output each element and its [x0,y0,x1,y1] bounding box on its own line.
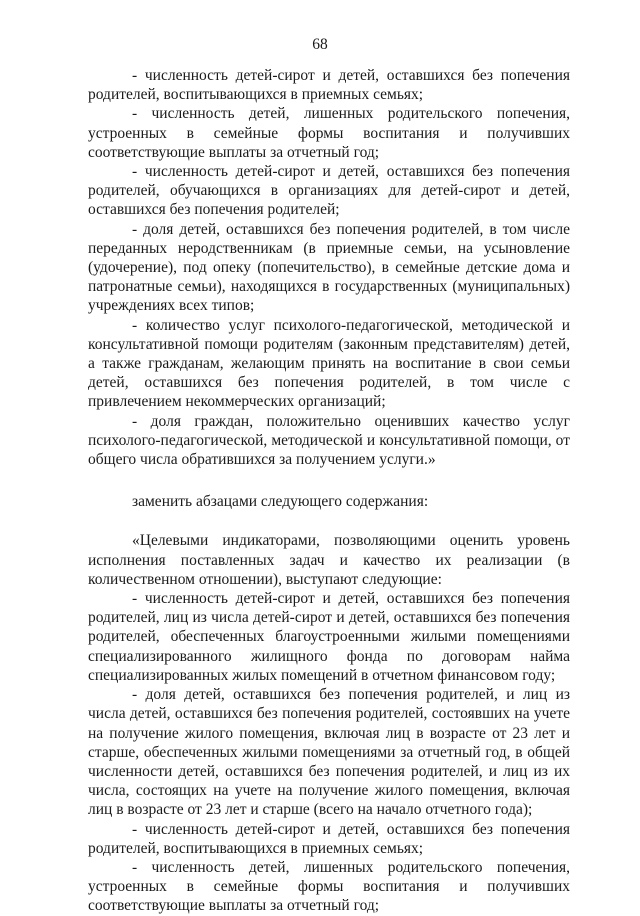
paragraph-old-1: - численность детей-сирот и детей, оставшихся без попечения родителей, воспитывающихся в приемных семьях; [88,67,570,104]
spacer [88,469,570,492]
paragraph-old-5: - количество услуг психолого-педагогической, методической и консультативной помощи родителям (законным представителям) детей, а также гражданам, желающим принять на воспитание в свои семьи детей, оставшихся без попечения родителей, в том числе с привлечением некоммерческих организаций; [88,316,570,411]
page-number: 68 [312,36,328,53]
paragraph-new-4: - численность детей-сирот и детей, оставшихся без попечения родителей, воспитывающихся в приемных семьях; [88,820,570,857]
paragraph-new-1: «Целевыми индикаторами, позволяющими оценить уровень исполнения поставленных задач и качество их реализации (в количественном отношении), выступают следующие: [88,532,570,588]
paragraph-new-3: - доля детей, оставшихся без попечения родителей, и лиц из числа детей, оставшихся без попечения родителей, состоявших на учете на получение жилого помещения, включая лиц в возрасте от 23 лет и старше, обеспеченных жилыми помещениями за отчетный год, в общей численности детей, оставшихся без попечения родителей, и лиц из их числа, состоящих на учете на получение жилого помещения, включая лиц в возрасте от 23 лет и старше (всего на начало отчетного года); [88,686,570,819]
paragraph-new-2: - численность детей-сирот и детей, оставшихся без попечения родителей, лиц из числа детей-сирот и детей, оставшихся без попечения родителей, обеспеченных благоустроенными жилыми помещениями специализированного жилищного фонда по договорам найма специализированных жилых помещений в отчетном финансовом году; [88,590,570,684]
spacer [88,511,570,531]
paragraph-old-4: - доля детей, оставшихся без попечения родителей, в том числе переданных неродственникам (в приемные семьи, на усыновление (удочерение), под опеку (попечительство), в семейные детские дома и патронатные семьи), находящихся в государственных (муниципальных) учреждениях всех типов; [88,220,570,315]
paragraph-old-2: - численность детей, лишенных родительского попечения, устроенных в семейные формы воспитания и получивших соответствующие выплаты за отчетный год; [88,105,570,161]
replacement-instruction: заменить абзацами следующего содержания: [132,493,429,511]
paragraph-old-6: - доля граждан, положительно оценивших качество услуг психолого-педагогической, методической и консультативной помощи, от общего числа обратившихся за получением услуги.» [88,412,570,469]
paragraph-old-3: - численность детей-сирот и детей, оставшихся без попечения родителей, обучающихся в организациях для детей-сирот и детей, оставшихся без попечения родителей; [88,163,570,219]
document-body [88,66,570,916]
paragraph-new-5: - численность детей, лишенных родительского попечения, устроенных в семейные формы воспитания и получивших соответствующие выплаты за отчетный год; [88,858,570,915]
